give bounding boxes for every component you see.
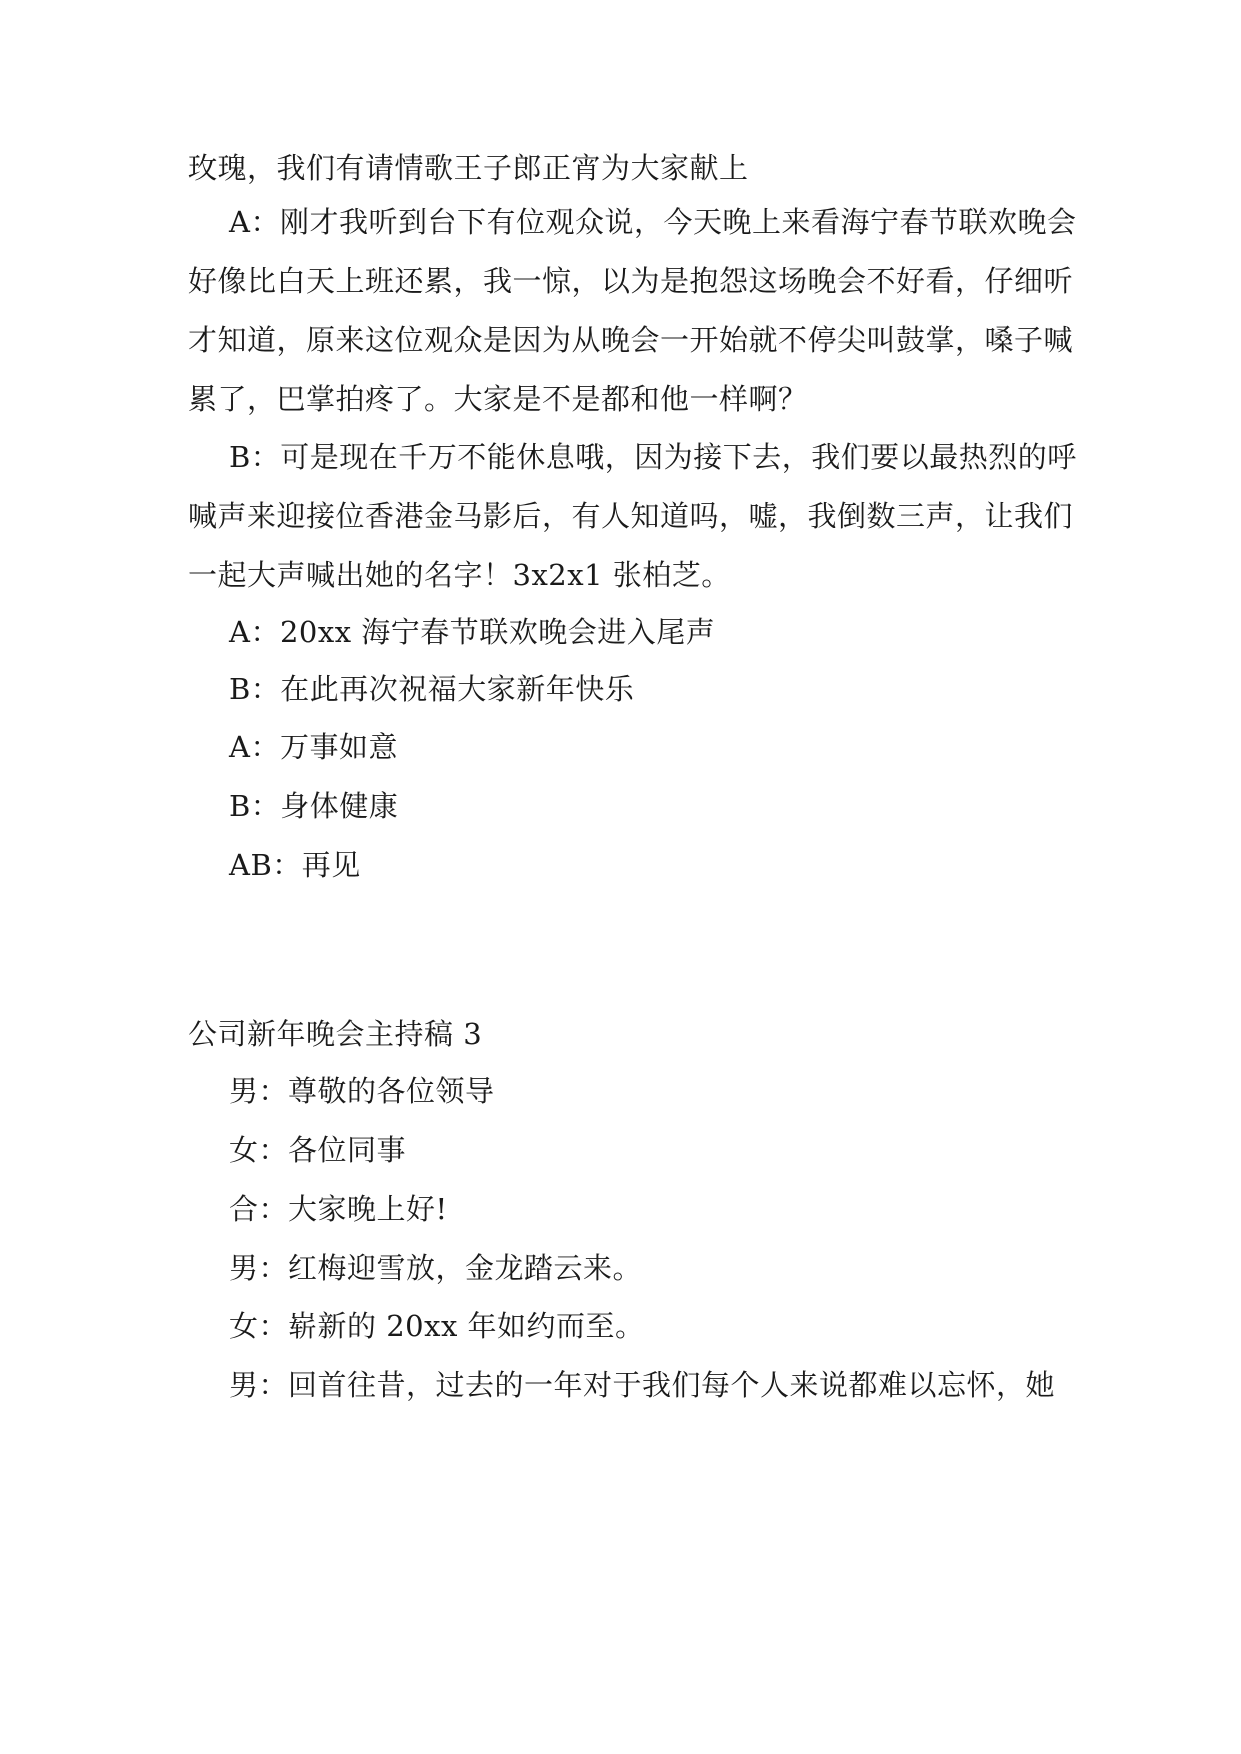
dialogue-line-b: B：身体健康 — [229, 789, 399, 823]
paragraph-line: 玫瑰，我们有请情歌王子郎正宵为大家献上 — [188, 151, 749, 185]
dialogue-line-a: A：20xx 海宁春节联欢晚会进入尾声 — [229, 615, 716, 649]
dialogue-line-female: 女：崭新的 20xx 年如约而至。 — [229, 1309, 645, 1343]
paragraph-line: 才知道，原来这位观众是因为从晚会一开始就不停尖叫鼓掌，嗓子喊 — [188, 323, 1074, 357]
dialogue-line-b: B：在此再次祝福大家新年快乐 — [229, 672, 635, 706]
dialogue-line-male: 男：红梅迎雪放，金龙踏云来。 — [229, 1251, 643, 1285]
section-title: 公司新年晚会主持稿 3 — [188, 1017, 483, 1051]
dialogue-line-b: B：可是现在千万不能休息哦，因为接下去，我们要以最热烈的呼 — [229, 440, 1077, 474]
paragraph-line: 喊声来迎接位香港金马影后，有人知道吗，嘘，我倒数三声，让我们 — [188, 499, 1074, 533]
dialogue-line-male: 男：回首往昔，过去的一年对于我们每个人来说都难以忘怀，她 — [229, 1368, 1056, 1402]
dialogue-line-ab: AB：再见 — [229, 848, 361, 882]
dialogue-line-a: A：万事如意 — [229, 730, 398, 764]
dialogue-line-male: 男：尊敬的各位领导 — [229, 1074, 495, 1108]
dialogue-line-together: 合：大家晚上好! — [229, 1192, 448, 1226]
paragraph-line: 一起大声喊出她的名字！3x2x1 张柏芝。 — [188, 558, 731, 592]
paragraph-line: 累了，巴掌拍疼了。大家是不是都和他一样啊？ — [188, 382, 808, 416]
dialogue-line-a: A：刚才我听到台下有位观众说，今天晚上来看海宁春节联欢晚会 — [229, 205, 1077, 239]
dialogue-line-female: 女：各位同事 — [229, 1133, 407, 1167]
paragraph-line: 好像比白天上班还累，我一惊，以为是抱怨这场晚会不好看，仔细听 — [188, 264, 1074, 298]
